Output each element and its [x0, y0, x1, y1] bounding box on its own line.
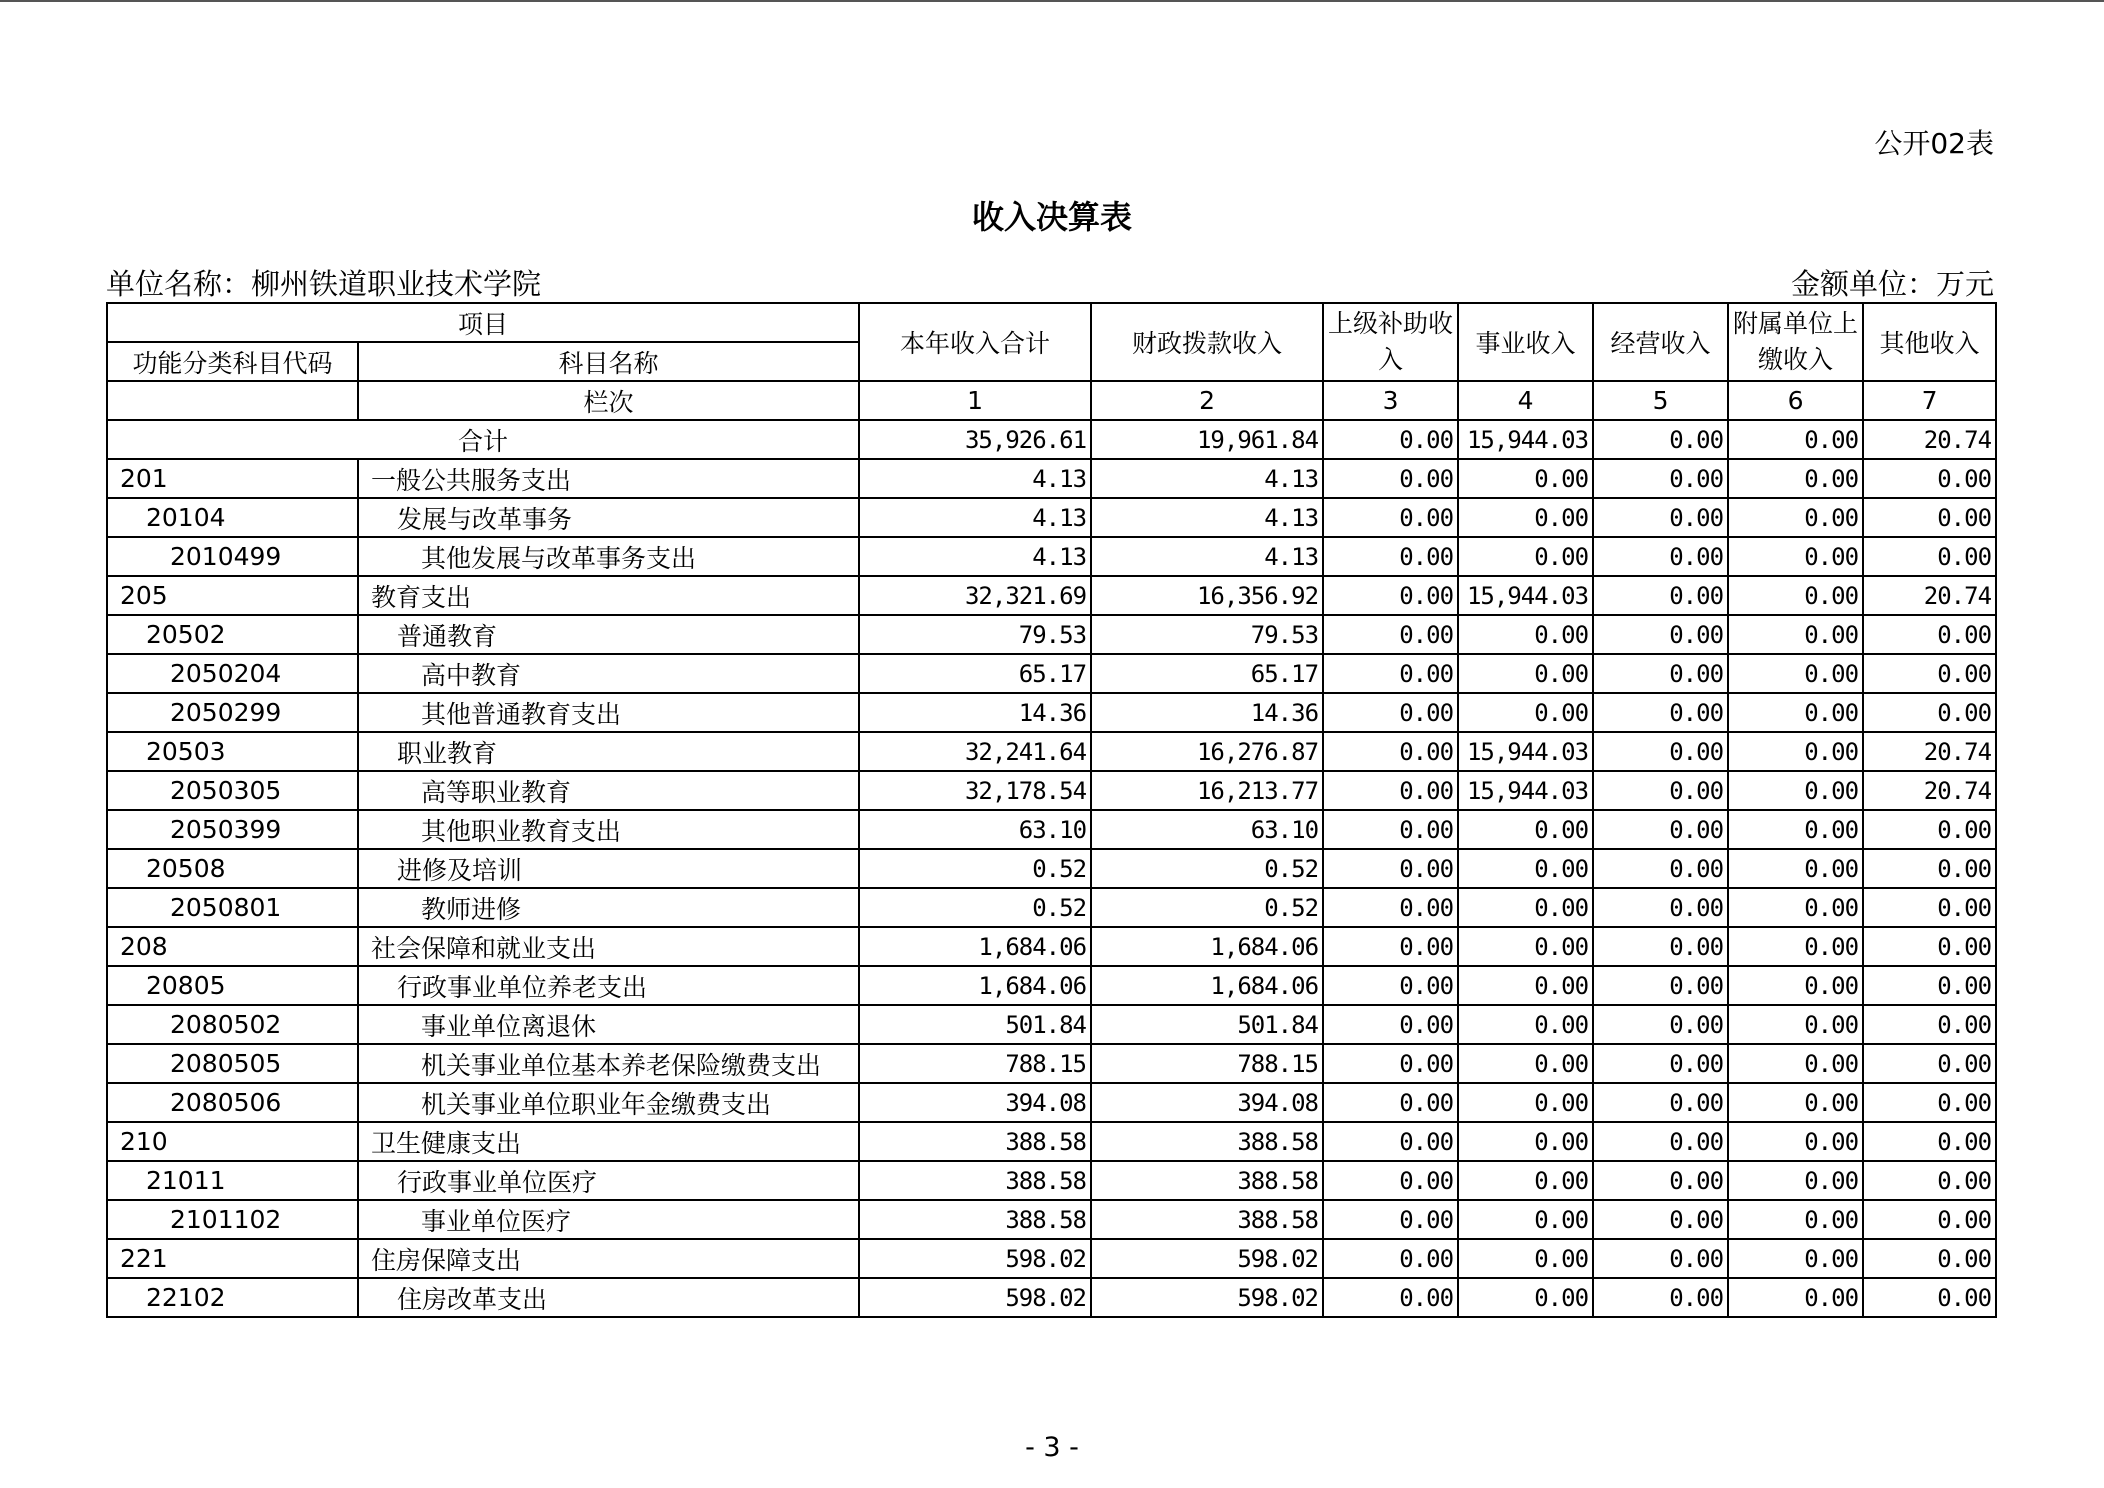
table-row — [107, 615, 1996, 654]
row-value: 0.00 — [1728, 849, 1863, 888]
row-value: 0.00 — [1593, 693, 1728, 732]
row-value: 0.00 — [1323, 459, 1458, 498]
row-value: 0.00 — [1863, 849, 1996, 888]
row-code: 2050801 — [107, 888, 358, 927]
row-name: 住房改革支出 — [358, 1278, 859, 1317]
total-value: 0.00 — [1323, 420, 1458, 459]
header-index-5: 5 — [1593, 381, 1728, 420]
row-value: 0.00 — [1728, 576, 1863, 615]
row-value: 0.00 — [1593, 888, 1728, 927]
row-value: 0.00 — [1323, 615, 1458, 654]
row-value: 501.84 — [1091, 1005, 1323, 1044]
total-value: 15,944.03 — [1458, 420, 1593, 459]
row-value: 63.10 — [859, 810, 1091, 849]
table-row — [107, 888, 1996, 927]
header-index-2: 2 — [1091, 381, 1323, 420]
row-value: 0.00 — [1323, 576, 1458, 615]
row-value: 388.58 — [859, 1122, 1091, 1161]
row-value: 0.00 — [1728, 1122, 1863, 1161]
row-value: 16,356.92 — [1091, 576, 1323, 615]
row-code: 210 — [107, 1122, 358, 1161]
total-value: 0.00 — [1728, 420, 1863, 459]
row-value: 0.00 — [1323, 732, 1458, 771]
row-name: 其他发展与改革事务支出 — [358, 537, 859, 576]
row-value: 0.00 — [1863, 966, 1996, 1005]
row-value: 788.15 — [859, 1044, 1091, 1083]
header-index-3: 3 — [1323, 381, 1458, 420]
row-name: 一般公共服务支出 — [358, 459, 859, 498]
row-value: 0.00 — [1593, 1044, 1728, 1083]
row-value: 0.00 — [1593, 459, 1728, 498]
row-value: 0.00 — [1593, 1161, 1728, 1200]
table-row — [107, 1200, 1996, 1239]
table-row — [107, 1044, 1996, 1083]
row-value: 0.00 — [1593, 1122, 1728, 1161]
row-value: 0.52 — [859, 888, 1091, 927]
row-value: 0.52 — [1091, 849, 1323, 888]
row-value: 0.00 — [1863, 537, 1996, 576]
row-value: 0.00 — [1593, 849, 1728, 888]
row-value: 0.00 — [1593, 654, 1728, 693]
row-value: 15,944.03 — [1458, 732, 1593, 771]
row-value: 14.36 — [859, 693, 1091, 732]
row-value: 4.13 — [1091, 537, 1323, 576]
header-col-operating-income: 经营收入 — [1593, 303, 1728, 381]
row-value: 0.00 — [1323, 927, 1458, 966]
row-value: 0.52 — [859, 849, 1091, 888]
page-top-border — [0, 0, 2104, 2]
row-name: 职业教育 — [358, 732, 859, 771]
row-value: 4.13 — [1091, 498, 1323, 537]
page-title: 收入决算表 — [971, 198, 1132, 236]
row-value: 15,944.03 — [1458, 576, 1593, 615]
row-value: 0.00 — [1863, 693, 1996, 732]
row-value: 0.00 — [1323, 1083, 1458, 1122]
row-code: 2050204 — [107, 654, 358, 693]
row-value: 0.00 — [1458, 1200, 1593, 1239]
row-value: 0.00 — [1863, 1122, 1996, 1161]
row-value: 0.00 — [1863, 1005, 1996, 1044]
row-name: 发展与改革事务 — [358, 498, 859, 537]
row-value: 4.13 — [859, 537, 1091, 576]
row-value: 0.00 — [1863, 459, 1996, 498]
row-value: 388.58 — [859, 1200, 1091, 1239]
row-value: 0.00 — [1863, 1083, 1996, 1122]
row-value: 598.02 — [1091, 1239, 1323, 1278]
row-value: 0.00 — [1593, 537, 1728, 576]
row-name: 普通教育 — [358, 615, 859, 654]
row-value: 0.00 — [1728, 732, 1863, 771]
row-value: 0.00 — [1323, 1005, 1458, 1044]
row-value: 788.15 — [1091, 1044, 1323, 1083]
row-value: 0.00 — [1728, 654, 1863, 693]
row-name: 进修及培训 — [358, 849, 859, 888]
row-value: 0.00 — [1458, 693, 1593, 732]
header-col-superior-subsidy: 上级补助收入 — [1323, 303, 1458, 381]
row-name: 住房保障支出 — [358, 1239, 859, 1278]
table-row — [107, 849, 1996, 888]
row-value: 0.00 — [1728, 693, 1863, 732]
amount-unit: 金额单位：万元 — [1790, 267, 1994, 301]
row-value: 0.00 — [1323, 810, 1458, 849]
row-code: 2080502 — [107, 1005, 358, 1044]
row-value: 0.00 — [1323, 498, 1458, 537]
row-value: 0.00 — [1728, 459, 1863, 498]
header-col-total-income: 本年收入合计 — [859, 303, 1091, 381]
row-code: 20508 — [107, 849, 358, 888]
row-value: 0.00 — [1458, 888, 1593, 927]
row-value: 0.00 — [1728, 1161, 1863, 1200]
table-body — [107, 420, 1996, 1317]
row-name: 社会保障和就业支出 — [358, 927, 859, 966]
row-value: 0.00 — [1323, 1200, 1458, 1239]
table-row — [107, 771, 1996, 810]
row-value: 0.00 — [1728, 927, 1863, 966]
row-code: 2101102 — [107, 1200, 358, 1239]
row-value: 0.00 — [1458, 1083, 1593, 1122]
header-index-label: 栏次 — [358, 381, 859, 420]
table-row — [107, 966, 1996, 1005]
row-value: 1,684.06 — [859, 927, 1091, 966]
row-code: 20503 — [107, 732, 358, 771]
table-row — [107, 927, 1996, 966]
row-value: 20.74 — [1863, 576, 1996, 615]
row-code: 2080505 — [107, 1044, 358, 1083]
row-value: 0.00 — [1863, 1044, 1996, 1083]
row-value: 0.00 — [1593, 1278, 1728, 1317]
row-name: 教育支出 — [358, 576, 859, 615]
row-value: 63.10 — [1091, 810, 1323, 849]
header-index-1: 1 — [859, 381, 1091, 420]
header-code: 功能分类科目代码 — [107, 342, 358, 381]
row-value: 0.00 — [1863, 810, 1996, 849]
unit-name: 单位名称：柳州铁道职业技术学院 — [106, 267, 542, 301]
row-value: 65.17 — [859, 654, 1091, 693]
row-code: 2080506 — [107, 1083, 358, 1122]
page-number: - 3 - — [1025, 1432, 1079, 1463]
row-value: 0.00 — [1323, 1239, 1458, 1278]
row-value: 0.00 — [1593, 576, 1728, 615]
row-code: 2050399 — [107, 810, 358, 849]
row-value: 0.00 — [1323, 654, 1458, 693]
row-value: 0.00 — [1593, 1239, 1728, 1278]
row-value: 0.00 — [1323, 849, 1458, 888]
row-value: 20.74 — [1863, 732, 1996, 771]
row-value: 0.00 — [1323, 537, 1458, 576]
row-value: 0.00 — [1458, 1161, 1593, 1200]
row-value: 0.00 — [1863, 927, 1996, 966]
row-code: 22102 — [107, 1278, 358, 1317]
row-value: 598.02 — [1091, 1278, 1323, 1317]
row-value: 394.08 — [859, 1083, 1091, 1122]
header-col-affiliated-unit-income: 附属单位上缴收入 — [1728, 303, 1863, 381]
row-value: 0.00 — [1863, 888, 1996, 927]
row-value: 0.00 — [1593, 498, 1728, 537]
row-code: 20805 — [107, 966, 358, 1005]
total-value: 19,961.84 — [1091, 420, 1323, 459]
row-value: 0.00 — [1863, 654, 1996, 693]
row-value: 388.58 — [1091, 1161, 1323, 1200]
row-value: 79.53 — [1091, 615, 1323, 654]
row-code: 2050299 — [107, 693, 358, 732]
total-label: 合计 — [107, 420, 859, 459]
row-name: 行政事业单位养老支出 — [358, 966, 859, 1005]
row-value: 0.00 — [1863, 615, 1996, 654]
row-value: 0.00 — [1593, 732, 1728, 771]
row-value: 0.00 — [1728, 1278, 1863, 1317]
header-index-6: 6 — [1728, 381, 1863, 420]
row-value: 1,684.06 — [859, 966, 1091, 1005]
row-value: 0.00 — [1593, 1005, 1728, 1044]
row-value: 4.13 — [1091, 459, 1323, 498]
table-row — [107, 1239, 1996, 1278]
row-code: 2050305 — [107, 771, 358, 810]
row-value: 0.00 — [1728, 966, 1863, 1005]
row-value: 0.00 — [1728, 1005, 1863, 1044]
row-value: 0.00 — [1458, 459, 1593, 498]
row-name: 事业单位医疗 — [358, 1200, 859, 1239]
row-value: 0.00 — [1458, 654, 1593, 693]
row-value: 16,213.77 — [1091, 771, 1323, 810]
row-value: 0.00 — [1458, 966, 1593, 1005]
row-value: 388.58 — [1091, 1122, 1323, 1161]
row-value: 0.00 — [1593, 771, 1728, 810]
row-value: 388.58 — [859, 1161, 1091, 1200]
header-col-other-income: 其他收入 — [1863, 303, 1996, 381]
row-value: 0.00 — [1593, 1200, 1728, 1239]
row-value: 15,944.03 — [1458, 771, 1593, 810]
table-row — [107, 810, 1996, 849]
row-value: 0.00 — [1728, 537, 1863, 576]
row-value: 16,276.87 — [1091, 732, 1323, 771]
row-value: 0.00 — [1323, 1122, 1458, 1161]
row-value: 0.52 — [1091, 888, 1323, 927]
row-value: 0.00 — [1863, 1161, 1996, 1200]
row-value: 598.02 — [859, 1239, 1091, 1278]
row-value: 65.17 — [1091, 654, 1323, 693]
row-value: 0.00 — [1323, 1278, 1458, 1317]
row-value: 0.00 — [1323, 1161, 1458, 1200]
row-value: 0.00 — [1593, 927, 1728, 966]
table-row — [107, 654, 1996, 693]
table-row — [107, 1122, 1996, 1161]
row-value: 0.00 — [1728, 771, 1863, 810]
row-value: 0.00 — [1458, 1278, 1593, 1317]
total-value: 35,926.61 — [859, 420, 1091, 459]
row-value: 0.00 — [1458, 1005, 1593, 1044]
total-value: 0.00 — [1593, 420, 1728, 459]
row-name: 其他普通教育支出 — [358, 693, 859, 732]
row-value: 1,684.06 — [1091, 927, 1323, 966]
table-row — [107, 1161, 1996, 1200]
row-value: 0.00 — [1458, 1239, 1593, 1278]
row-code: 205 — [107, 576, 358, 615]
row-value: 598.02 — [859, 1278, 1091, 1317]
row-value: 0.00 — [1458, 1044, 1593, 1083]
row-value: 0.00 — [1458, 849, 1593, 888]
row-value: 0.00 — [1593, 1083, 1728, 1122]
header-name: 科目名称 — [358, 342, 859, 381]
header-row-index — [107, 381, 1996, 420]
row-value: 394.08 — [1091, 1083, 1323, 1122]
header-row-1 — [107, 303, 1996, 342]
table-row — [107, 1278, 1996, 1317]
row-name: 卫生健康支出 — [358, 1122, 859, 1161]
table-row — [107, 459, 1996, 498]
row-value: 4.13 — [859, 498, 1091, 537]
row-value: 0.00 — [1458, 810, 1593, 849]
row-value: 388.58 — [1091, 1200, 1323, 1239]
form-code: 公开02表 — [1874, 127, 1994, 160]
row-name: 其他职业教育支出 — [358, 810, 859, 849]
row-code: 20104 — [107, 498, 358, 537]
row-value: 0.00 — [1323, 771, 1458, 810]
row-value: 501.84 — [859, 1005, 1091, 1044]
row-value: 0.00 — [1728, 888, 1863, 927]
total-value: 20.74 — [1863, 420, 1996, 459]
row-value: 0.00 — [1593, 966, 1728, 1005]
row-value: 0.00 — [1458, 927, 1593, 966]
row-value: 0.00 — [1728, 1200, 1863, 1239]
row-value: 0.00 — [1323, 888, 1458, 927]
row-value: 0.00 — [1728, 810, 1863, 849]
row-name: 高中教育 — [358, 654, 859, 693]
table-row — [107, 576, 1996, 615]
row-value: 0.00 — [1323, 1044, 1458, 1083]
row-value: 32,321.69 — [859, 576, 1091, 615]
header-index-blank — [107, 381, 358, 420]
table-row — [107, 1005, 1996, 1044]
row-name: 机关事业单位职业年金缴费支出 — [358, 1083, 859, 1122]
row-value: 0.00 — [1863, 498, 1996, 537]
row-value: 0.00 — [1458, 537, 1593, 576]
row-value: 0.00 — [1728, 1044, 1863, 1083]
header-col-fiscal-appropriation: 财政拨款收入 — [1091, 303, 1323, 381]
row-name: 行政事业单位医疗 — [358, 1161, 859, 1200]
row-value: 4.13 — [859, 459, 1091, 498]
table-row — [107, 693, 1996, 732]
row-value: 0.00 — [1728, 1083, 1863, 1122]
row-value: 1,684.06 — [1091, 966, 1323, 1005]
row-value: 0.00 — [1458, 615, 1593, 654]
row-value: 0.00 — [1458, 498, 1593, 537]
row-value: 0.00 — [1458, 1122, 1593, 1161]
row-value: 0.00 — [1863, 1239, 1996, 1278]
row-name: 高等职业教育 — [358, 771, 859, 810]
row-value: 0.00 — [1728, 615, 1863, 654]
table-row — [107, 498, 1996, 537]
row-value: 79.53 — [859, 615, 1091, 654]
row-value: 0.00 — [1728, 1239, 1863, 1278]
row-value: 0.00 — [1593, 810, 1728, 849]
row-value: 32,241.64 — [859, 732, 1091, 771]
income-statement-table — [106, 302, 1997, 1318]
row-value: 14.36 — [1091, 693, 1323, 732]
row-name: 教师进修 — [358, 888, 859, 927]
row-value: 0.00 — [1323, 966, 1458, 1005]
row-code: 221 — [107, 1239, 358, 1278]
row-value: 0.00 — [1863, 1278, 1996, 1317]
row-value: 32,178.54 — [859, 771, 1091, 810]
header-item: 项目 — [107, 303, 859, 342]
row-value: 0.00 — [1863, 1200, 1996, 1239]
row-code: 20502 — [107, 615, 358, 654]
row-code: 21011 — [107, 1161, 358, 1200]
row-code: 201 — [107, 459, 358, 498]
row-code: 208 — [107, 927, 358, 966]
table-row — [107, 1083, 1996, 1122]
header-index-4: 4 — [1458, 381, 1593, 420]
table-row — [107, 537, 1996, 576]
header-col-business-income: 事业收入 — [1458, 303, 1593, 381]
row-code: 2010499 — [107, 537, 358, 576]
row-name: 机关事业单位基本养老保险缴费支出 — [358, 1044, 859, 1083]
total-row — [107, 420, 1996, 459]
header-index-7: 7 — [1863, 381, 1996, 420]
table-row — [107, 732, 1996, 771]
row-value: 0.00 — [1323, 693, 1458, 732]
row-value: 0.00 — [1593, 615, 1728, 654]
row-value: 0.00 — [1728, 498, 1863, 537]
row-value: 20.74 — [1863, 771, 1996, 810]
row-name: 事业单位离退休 — [358, 1005, 859, 1044]
